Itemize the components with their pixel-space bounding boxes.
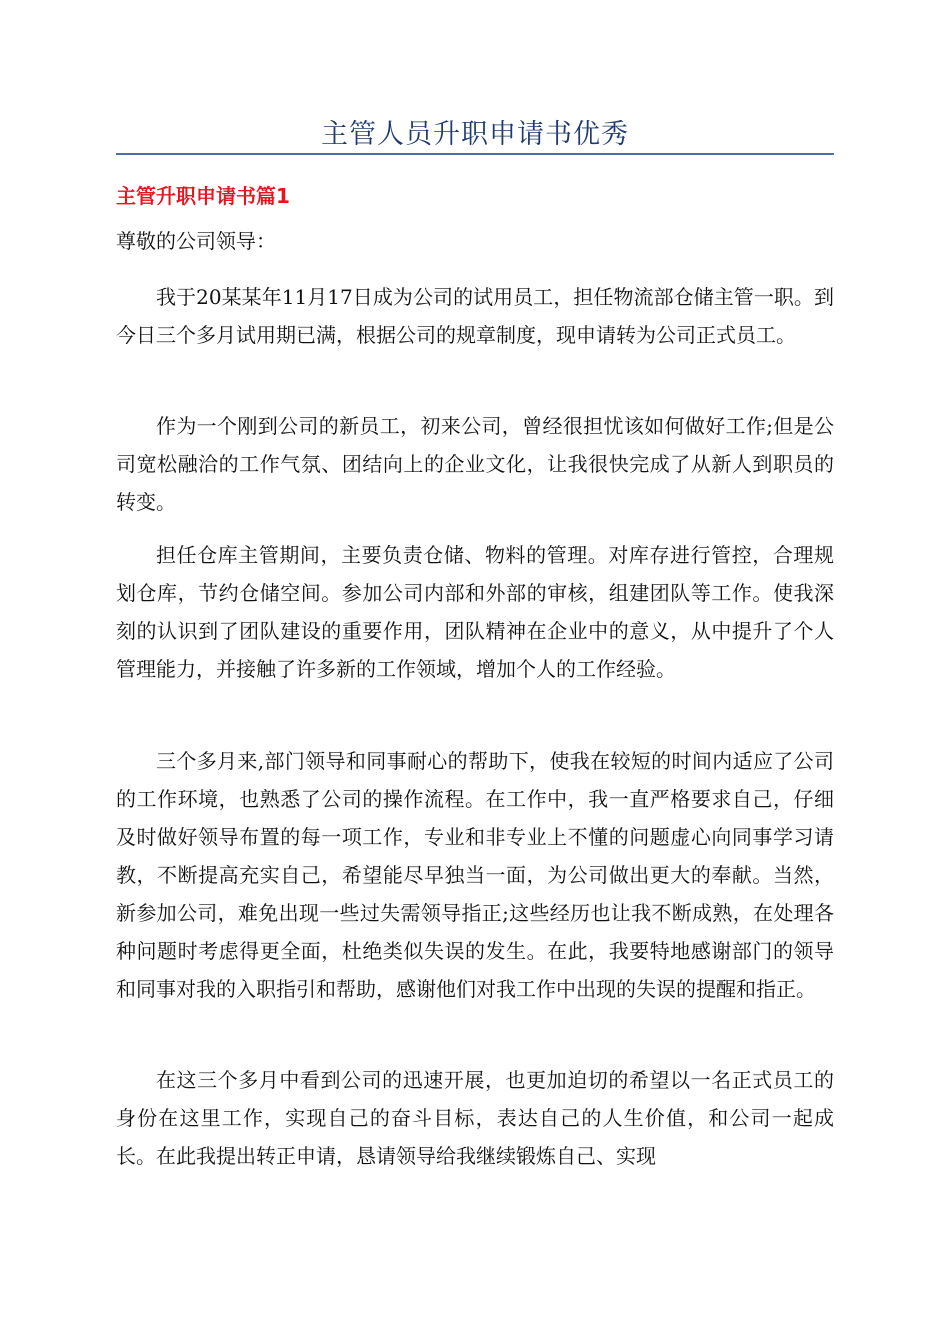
salutation: 尊敬的公司领导： — [116, 229, 276, 253]
document-title: 主管人员升职申请书优秀 — [321, 119, 629, 150]
paragraph-4: 三个多月来,部门领导和同事耐心的帮助下，使我在较短的时间内适应了公司的工作环境，也熟悉了公司的操作流程。在工作中，我一直严格要求自己，仔细及时做好领导布置的每一项工作，专业和非专业上不懂的问题虚心向同事学习请教，不断提高充实自己，希望能尽早独当一面，为公司做出更大的奉献。当然，新参加公司，难免出现一些过失需领导指正;这些经历也让我不断成熟，在处理各种问题时考虑得更全面，杜绝类似失误的发生。在此，我要特地感谢部门的领导和同事对我的入职指引和帮助，感谢他们对我工作中出现的失误的提醒和指正。 — [116, 749, 834, 1001]
title-underline — [116, 153, 834, 155]
paragraph-1: 我于20某某年11月17日成为公司的试用员工，担任物流部仓储主管一职。到今日三个多月试用期已满，根据公司的规章制度，现申请转为公司正式员工。 — [116, 285, 834, 347]
paragraph-2: 作为一个刚到公司的新员工，初来公司，曾经很担忧该如何做好工作;但是公司宽松融洽的工作气氛、团结向上的企业文化，让我很快完成了从新人到职员的转变。 — [116, 414, 834, 514]
paragraph-5: 在这三个多月中看到公司的迅速开展，也更加迫切的希望以一名正式员工的身份在这里工作，实现自己的奋斗目标，表达自己的人生价值，和公司一起成长。在此我提出转正申请，恳请领导给我继续锻炼自己、实现 — [116, 1068, 834, 1168]
paragraph-3: 担任仓库主管期间，主要负责仓储、物料的管理。对库存进行管控，合理规划仓库，节约仓储空间。参加公司内部和外部的审核，组建团队等工作。使我深刻的认识到了团队建设的重要作用，团队精神在企业中的意义，从中提升了个人管理能力，并接触了许多新的工作领域，增加个人的工作经验。 — [116, 543, 834, 681]
section-heading: 主管升职申请书篇1 — [116, 184, 290, 208]
